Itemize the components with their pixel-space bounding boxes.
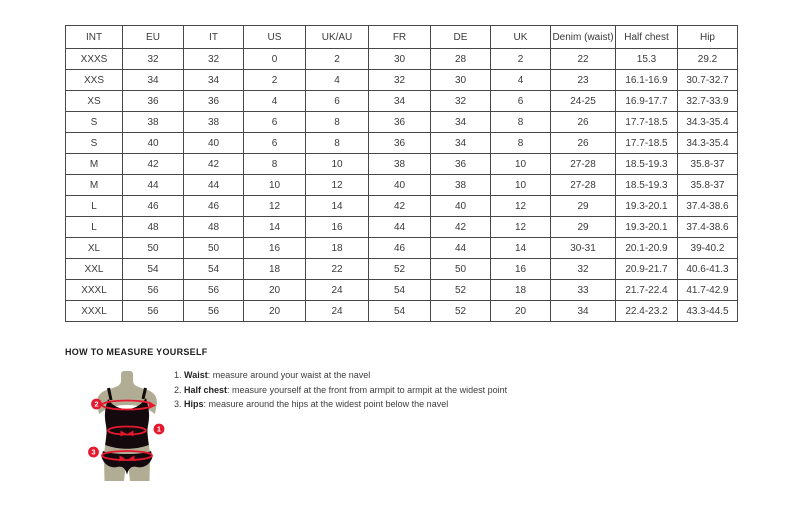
table-cell: 26 xyxy=(551,133,616,154)
table-cell: 23 xyxy=(551,70,616,91)
table-cell: 40 xyxy=(369,175,431,196)
table-cell: 39-40.2 xyxy=(678,238,738,259)
step-label: Waist xyxy=(184,370,208,380)
table-cell: 2 xyxy=(244,70,306,91)
table-cell: 34.3-35.4 xyxy=(678,112,738,133)
table-cell: 4 xyxy=(244,91,306,112)
table-cell: 42 xyxy=(123,154,184,175)
table-cell: 12 xyxy=(244,196,306,217)
table-cell: 10 xyxy=(491,154,551,175)
table-cell: 22 xyxy=(551,49,616,70)
table-cell: 34 xyxy=(123,70,184,91)
table-cell: 12 xyxy=(491,217,551,238)
table-cell: 10 xyxy=(491,175,551,196)
table-cell: 32 xyxy=(369,70,431,91)
table-row xyxy=(66,259,738,280)
table-cell: 29.2 xyxy=(678,49,738,70)
table-cell: 50 xyxy=(431,259,491,280)
table-row xyxy=(66,154,738,175)
table-cell: 18 xyxy=(491,280,551,301)
table-cell: 56 xyxy=(123,301,184,322)
table-cell: 8 xyxy=(491,133,551,154)
column-header: DE xyxy=(431,26,491,49)
table-cell: 41.7-42.9 xyxy=(678,280,738,301)
table-cell: 8 xyxy=(306,133,369,154)
table-cell: 10 xyxy=(244,175,306,196)
table-cell: 16 xyxy=(306,217,369,238)
mannequin-figure-icon xyxy=(77,368,169,484)
table-cell: 38 xyxy=(431,175,491,196)
table-cell: 56 xyxy=(184,301,244,322)
table-cell: 52 xyxy=(431,280,491,301)
table-cell: 48 xyxy=(184,217,244,238)
table-cell: 44 xyxy=(184,175,244,196)
table-cell: 54 xyxy=(369,280,431,301)
marker-badge-1-label: 1 xyxy=(156,424,162,434)
table-cell: M xyxy=(66,154,123,175)
table-cell: 18.5-19.3 xyxy=(616,154,678,175)
column-header: UK xyxy=(491,26,551,49)
table-cell: 54 xyxy=(123,259,184,280)
marker-badge-3-label: 3 xyxy=(91,447,96,457)
table-cell: XXXL xyxy=(66,301,123,322)
table-row xyxy=(66,301,738,322)
table-cell: XXXS xyxy=(66,49,123,70)
table-cell: 34 xyxy=(369,91,431,112)
table-cell: 20 xyxy=(491,301,551,322)
table-cell: 20.9-21.7 xyxy=(616,259,678,280)
table-cell: 22.4-23.2 xyxy=(616,301,678,322)
table-cell: 44 xyxy=(369,217,431,238)
step-number: 2. xyxy=(174,384,182,395)
table-cell: XS xyxy=(66,91,123,112)
table-cell: 4 xyxy=(491,70,551,91)
table-cell: 10 xyxy=(306,154,369,175)
table-cell: 30.7-32.7 xyxy=(678,70,738,91)
table-cell: L xyxy=(66,217,123,238)
table-cell: 46 xyxy=(184,196,244,217)
column-header: IT xyxy=(184,26,244,49)
table-cell: S xyxy=(66,133,123,154)
table-cell: 38 xyxy=(369,154,431,175)
size-chart-table xyxy=(65,25,738,322)
table-cell: 20 xyxy=(244,301,306,322)
table-cell: 15.3 xyxy=(616,49,678,70)
table-row xyxy=(66,280,738,301)
table-cell: 32 xyxy=(551,259,616,280)
table-cell: 54 xyxy=(369,301,431,322)
table-cell: 8 xyxy=(491,112,551,133)
table-cell: 33 xyxy=(551,280,616,301)
table-cell: 16 xyxy=(491,259,551,280)
table-cell: 2 xyxy=(306,49,369,70)
step-text: : measure around your waist at the navel xyxy=(207,370,371,380)
table-cell: 32 xyxy=(431,91,491,112)
table-row xyxy=(66,217,738,238)
table-cell: 14 xyxy=(244,217,306,238)
table-cell: 16.1-16.9 xyxy=(616,70,678,91)
table-cell: 34 xyxy=(184,70,244,91)
table-cell: 36 xyxy=(184,91,244,112)
table-cell: 12 xyxy=(306,175,369,196)
table-cell: 19.3-20.1 xyxy=(616,196,678,217)
step-label: Half chest xyxy=(184,384,228,395)
table-cell: 21.7-22.4 xyxy=(616,280,678,301)
table-cell: 36 xyxy=(369,112,431,133)
table-cell: 16.9-17.7 xyxy=(616,91,678,112)
table-cell: 32.7-33.9 xyxy=(678,91,738,112)
table-cell: 46 xyxy=(369,238,431,259)
table-cell: 20.1-20.9 xyxy=(616,238,678,259)
table-cell: 14 xyxy=(491,238,551,259)
table-cell: 16 xyxy=(244,238,306,259)
table-cell: 44 xyxy=(123,175,184,196)
column-header: EU xyxy=(123,26,184,49)
table-cell: 6 xyxy=(244,133,306,154)
table-cell: 54 xyxy=(184,259,244,280)
table-cell: XXL xyxy=(66,259,123,280)
table-row xyxy=(66,175,738,196)
step-number: 3. xyxy=(174,399,182,409)
table-cell: 29 xyxy=(551,196,616,217)
table-cell: 8 xyxy=(306,112,369,133)
table-cell: 36 xyxy=(431,154,491,175)
table-cell: 22 xyxy=(306,259,369,280)
marker-badge-2-label: 2 xyxy=(94,399,99,409)
table-cell: 24 xyxy=(306,301,369,322)
size-chart-header xyxy=(66,26,738,49)
table-cell: 42 xyxy=(369,196,431,217)
table-cell: 6 xyxy=(306,91,369,112)
table-cell: 27-28 xyxy=(551,175,616,196)
table-cell: 8 xyxy=(244,154,306,175)
table-cell: 40 xyxy=(184,133,244,154)
measure-step xyxy=(174,386,507,395)
table-row xyxy=(66,70,738,91)
table-cell: 18.5-19.3 xyxy=(616,175,678,196)
table-cell: 46 xyxy=(123,196,184,217)
table-cell: 56 xyxy=(184,280,244,301)
measure-step xyxy=(174,400,507,409)
table-row xyxy=(66,238,738,259)
table-cell: 40 xyxy=(123,133,184,154)
table-cell: M xyxy=(66,175,123,196)
table-cell: 36 xyxy=(123,91,184,112)
measurement-figure-illustration xyxy=(77,368,169,484)
table-cell: 42 xyxy=(184,154,244,175)
table-cell: 4 xyxy=(306,70,369,91)
table-cell: 35.8-37 xyxy=(678,154,738,175)
table-cell: 12 xyxy=(491,196,551,217)
table-cell: L xyxy=(66,196,123,217)
table-cell: 18 xyxy=(244,259,306,280)
table-cell: 52 xyxy=(369,259,431,280)
table-cell: 14 xyxy=(306,196,369,217)
measure-step xyxy=(174,371,507,380)
table-cell: 19.3-20.1 xyxy=(616,217,678,238)
table-cell: XXXL xyxy=(66,280,123,301)
table-cell: 40.6-41.3 xyxy=(678,259,738,280)
step-number: 1. xyxy=(174,370,182,380)
table-cell: 17.7-18.5 xyxy=(616,133,678,154)
table-cell: 38 xyxy=(184,112,244,133)
table-row xyxy=(66,49,738,70)
table-cell: 35.8-37 xyxy=(678,175,738,196)
table-cell: 30 xyxy=(431,70,491,91)
table-cell: 36 xyxy=(369,133,431,154)
table-cell: 42 xyxy=(431,217,491,238)
column-header: INT xyxy=(66,26,123,49)
measure-steps xyxy=(174,371,507,415)
measure-section-title: HOW TO MEASURE YOURSELF xyxy=(65,347,208,357)
table-row xyxy=(66,133,738,154)
table-cell: 6 xyxy=(244,112,306,133)
table-cell: 27-28 xyxy=(551,154,616,175)
table-cell: S xyxy=(66,112,123,133)
table-cell: 52 xyxy=(431,301,491,322)
table-cell: XXS xyxy=(66,70,123,91)
table-cell: 34 xyxy=(551,301,616,322)
table-row xyxy=(66,91,738,112)
table-cell: 26 xyxy=(551,112,616,133)
table-cell: 40 xyxy=(431,196,491,217)
table-cell: 24-25 xyxy=(551,91,616,112)
table-cell: 37.4-38.6 xyxy=(678,196,738,217)
table-cell: 34 xyxy=(431,133,491,154)
table-cell: 32 xyxy=(184,49,244,70)
table-cell: 24 xyxy=(306,280,369,301)
table-cell: 37.4-38.6 xyxy=(678,217,738,238)
table-cell: 38 xyxy=(123,112,184,133)
camisole-top xyxy=(105,398,149,449)
table-cell: 30 xyxy=(369,49,431,70)
step-text: : measure around the hips at the widest point below the navel xyxy=(203,399,449,409)
table-cell: 48 xyxy=(123,217,184,238)
table-cell: 0 xyxy=(244,49,306,70)
column-header: Denim (waist) xyxy=(551,26,616,49)
size-table-header-row xyxy=(66,26,738,49)
table-cell: 29 xyxy=(551,217,616,238)
table-cell: 18 xyxy=(306,238,369,259)
column-header: Half chest xyxy=(616,26,678,49)
table-cell: 2 xyxy=(491,49,551,70)
table-row xyxy=(66,112,738,133)
table-cell: 50 xyxy=(184,238,244,259)
table-cell: 44 xyxy=(431,238,491,259)
table-cell: 32 xyxy=(123,49,184,70)
table-cell: XL xyxy=(66,238,123,259)
table-cell: 50 xyxy=(123,238,184,259)
column-header: US xyxy=(244,26,306,49)
table-row xyxy=(66,196,738,217)
step-label: Hips xyxy=(184,399,204,409)
column-header: UK/AU xyxy=(306,26,369,49)
column-header: Hip xyxy=(678,26,738,49)
table-cell: 20 xyxy=(244,280,306,301)
table-cell: 34.3-35.4 xyxy=(678,133,738,154)
table-cell: 17.7-18.5 xyxy=(616,112,678,133)
table-cell: 28 xyxy=(431,49,491,70)
column-header: FR xyxy=(369,26,431,49)
table-cell: 6 xyxy=(491,91,551,112)
table-cell: 56 xyxy=(123,280,184,301)
table-cell: 34 xyxy=(431,112,491,133)
table-cell: 30-31 xyxy=(551,238,616,259)
step-text: : measure yourself at the front from armpit to armpit at the widest point xyxy=(227,384,508,395)
table-cell: 43.3-44.5 xyxy=(678,301,738,322)
size-chart-body xyxy=(66,49,738,322)
